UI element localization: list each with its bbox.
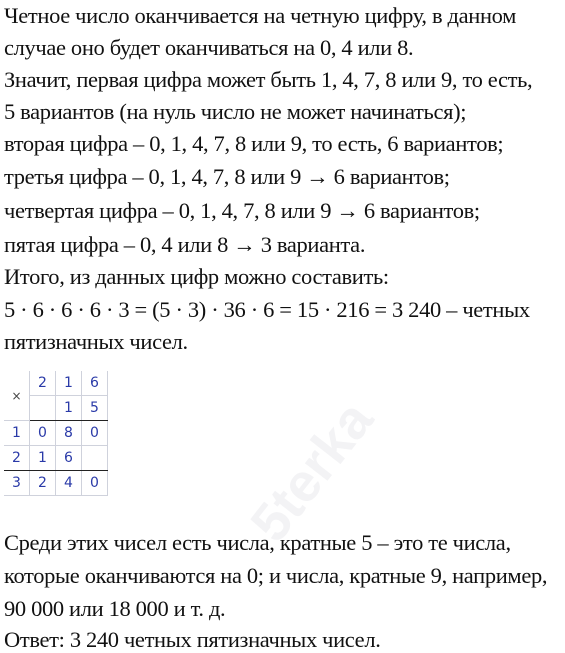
digit-cell: 3 bbox=[4, 471, 30, 496]
digit-cell: 0 bbox=[30, 421, 56, 446]
text-line: пятизначных чисел. bbox=[4, 329, 188, 354]
digit-cell: 1 bbox=[56, 396, 82, 421]
digit-cell: 1 bbox=[4, 421, 30, 446]
text-line: Значит, первая цифра может быть 1, 4, 7, 8 или 9, то есть, bbox=[4, 67, 533, 92]
digit-cell: 8 bbox=[56, 421, 82, 446]
answer-line: Ответ: 3 240 четных пятизначных чисел. bbox=[4, 627, 381, 652]
text-line: вторая цифра – 0, 1, 4, 7, 8 или 9, то есть, 6 вариантов; bbox=[4, 131, 504, 156]
watermark: 5terka bbox=[239, 390, 385, 553]
text-line: третья цифра – 0, 1, 4, 7, 8 или 9 → 6 вариантов; bbox=[4, 164, 450, 189]
text-line: случае оно будет оканчиваться на 0, 4 или 8. bbox=[4, 35, 414, 60]
text-line: четвертая цифра – 0, 1, 4, 7, 8 или 9 → 6 вариантов; bbox=[4, 198, 480, 223]
digit-cell: 4 bbox=[56, 471, 82, 496]
text-line: Четное число оканчивается на четную цифру, в данном bbox=[4, 3, 517, 28]
text-line: 5 · 6 · 6 · 6 · 3 = (5 · 3) · 36 · 6 = 15 · 216 = 3 240 – четных bbox=[4, 297, 530, 322]
text-line: 90 000 или 18 000 и т. д. bbox=[4, 596, 226, 621]
multiply-operator: × bbox=[4, 371, 30, 421]
column-multiplication bbox=[4, 371, 108, 496]
text-line: Среди этих чисел есть числа, кратные 5 – это те числа, bbox=[4, 530, 511, 555]
text-line: пятая цифра – 0, 4 или 8 → 3 варианта. bbox=[4, 232, 366, 257]
text-line: 5 вариантов (на нуль число не может начинаться); bbox=[4, 99, 467, 124]
digit-cell: 5 bbox=[82, 396, 108, 421]
text-line: Итого, из данных цифр можно составить: bbox=[4, 264, 389, 289]
digit-cell: 1 bbox=[56, 371, 82, 396]
text-line: которые оканчиваются на 0; и числа, кратные 9, например, bbox=[4, 563, 548, 588]
digit-cell: 2 bbox=[30, 471, 56, 496]
digit-cell: 0 bbox=[82, 471, 108, 496]
digit-cell: 2 bbox=[4, 446, 30, 471]
digit-cell bbox=[82, 446, 108, 471]
digit-cell: 6 bbox=[82, 371, 108, 396]
digit-cell: 0 bbox=[82, 421, 108, 446]
digit-cell: 1 bbox=[30, 446, 56, 471]
digit-cell: 2 bbox=[30, 371, 56, 396]
digit-cell: 6 bbox=[56, 446, 82, 471]
digit-cell bbox=[30, 396, 56, 421]
